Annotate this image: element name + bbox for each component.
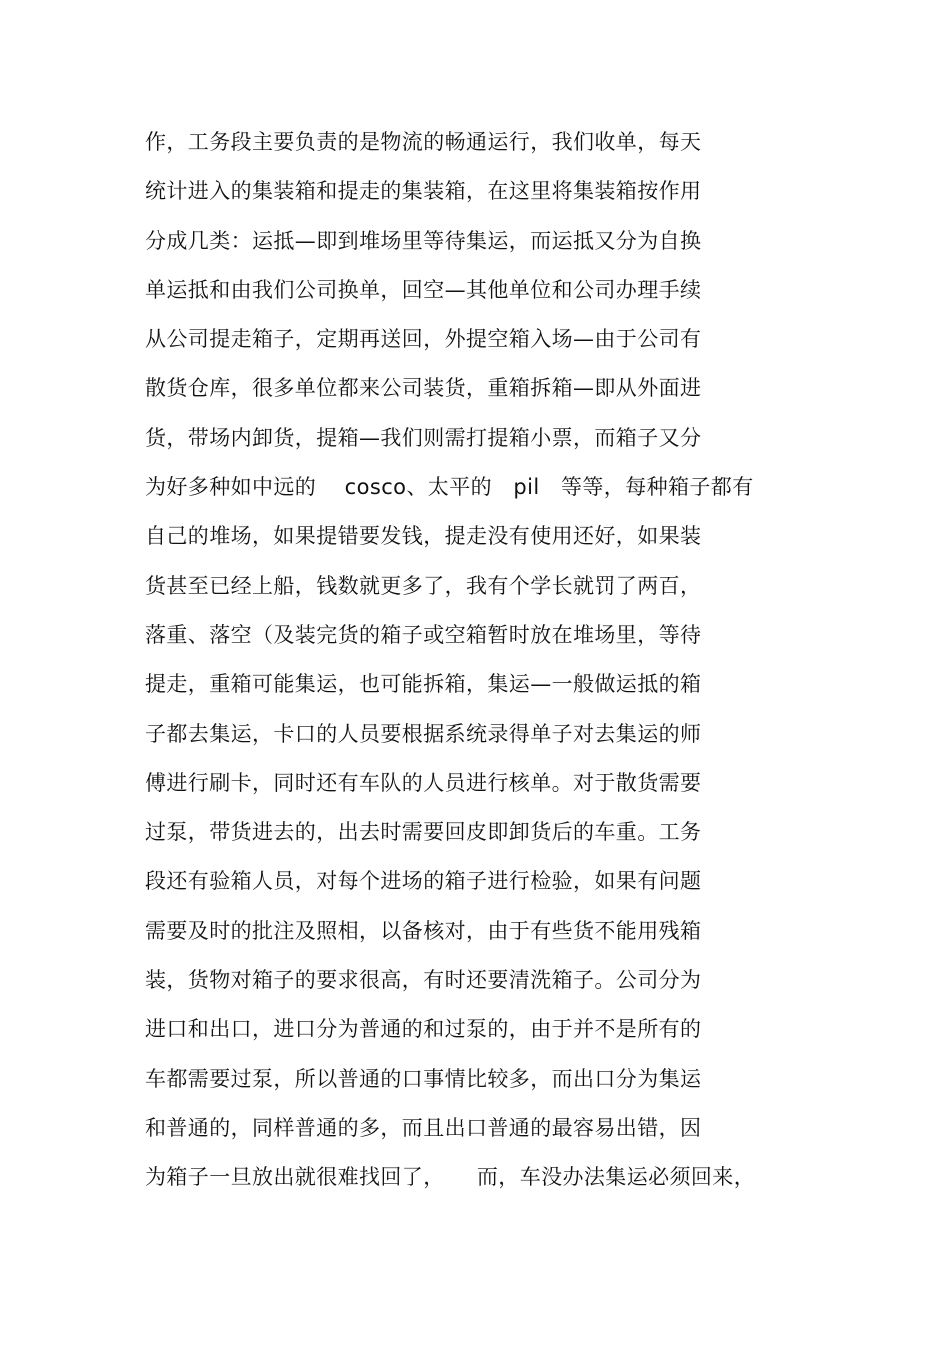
text-line: 货，带场内卸货，提箱—我们则需打提箱小票，而箱子又分 xyxy=(145,425,702,450)
text-line: 从公司提走箱子，定期再送回，外提空箱入场—由于公司有 xyxy=(145,327,702,352)
text-line: 车都需要过泵，所以普通的口事情比较多，而出口分为集运 xyxy=(145,1066,702,1091)
text-line: 段还有验箱人员，对每个进场的箱子进行检验，如果有问题 xyxy=(145,869,702,894)
text-line: 分成几类：运抵—即到堆场里等待集运，而运抵又分为自换 xyxy=(145,228,702,253)
text-line: 为箱子一旦放出就很难找回了， 而，车没办法集运必须回来， xyxy=(145,1165,756,1190)
text-line: 落重、落空（及装完货的箱子或空箱暂时放在堆场里，等待 xyxy=(145,622,702,647)
text-line: 需要及时的批注及照相，以备核对，由于有些货不能用残箱 xyxy=(145,918,702,943)
text-line: 过泵，带货进去的，出去时需要回皮即卸货后的车重。工务 xyxy=(145,820,702,845)
text-line: 和普通的，同样普通的多，而且出口普通的最容易出错，因 xyxy=(145,1115,702,1140)
text-line: 提走，重箱可能集运，也可能拆箱，集运—一般做运抵的箱 xyxy=(145,672,702,697)
body-paragraph xyxy=(145,123,865,1208)
text-line: 为好多种如中远的 cosco、太平的 pil 等等，每种箱子都有 xyxy=(145,475,754,500)
text-line: 统计进入的集装箱和提走的集装箱，在这里将集装箱按作用 xyxy=(145,179,702,204)
text-line: 傅进行刷卡，同时还有车队的人员进行核单。对于散货需要 xyxy=(145,770,702,795)
text-line: 进口和出口，进口分为普通的和过泵的，由于并不是所有的 xyxy=(145,1017,702,1042)
text-line: 散货仓库，很多单位都来公司装货，重箱拆箱—即从外面进 xyxy=(145,376,702,401)
text-line: 作，工务段主要负责的是物流的畅通运行，我们收单，每天 xyxy=(145,130,702,154)
text-line: 单运抵和由我们公司换单，回空—其他单位和公司办理手续 xyxy=(145,277,702,302)
text-line: 货甚至已经上船，钱数就更多了，我有个学长就罚了两百， xyxy=(145,573,702,598)
text-line: 子都去集运，卡口的人员要根据系统录得单子对去集运的师 xyxy=(145,721,702,746)
text-line: 装，货物对箱子的要求很高，有时还要清洗箱子。公司分为 xyxy=(145,968,702,993)
text-line: 自己的堆场，如果提错要发钱，提走没有使用还好，如果装 xyxy=(145,524,702,549)
